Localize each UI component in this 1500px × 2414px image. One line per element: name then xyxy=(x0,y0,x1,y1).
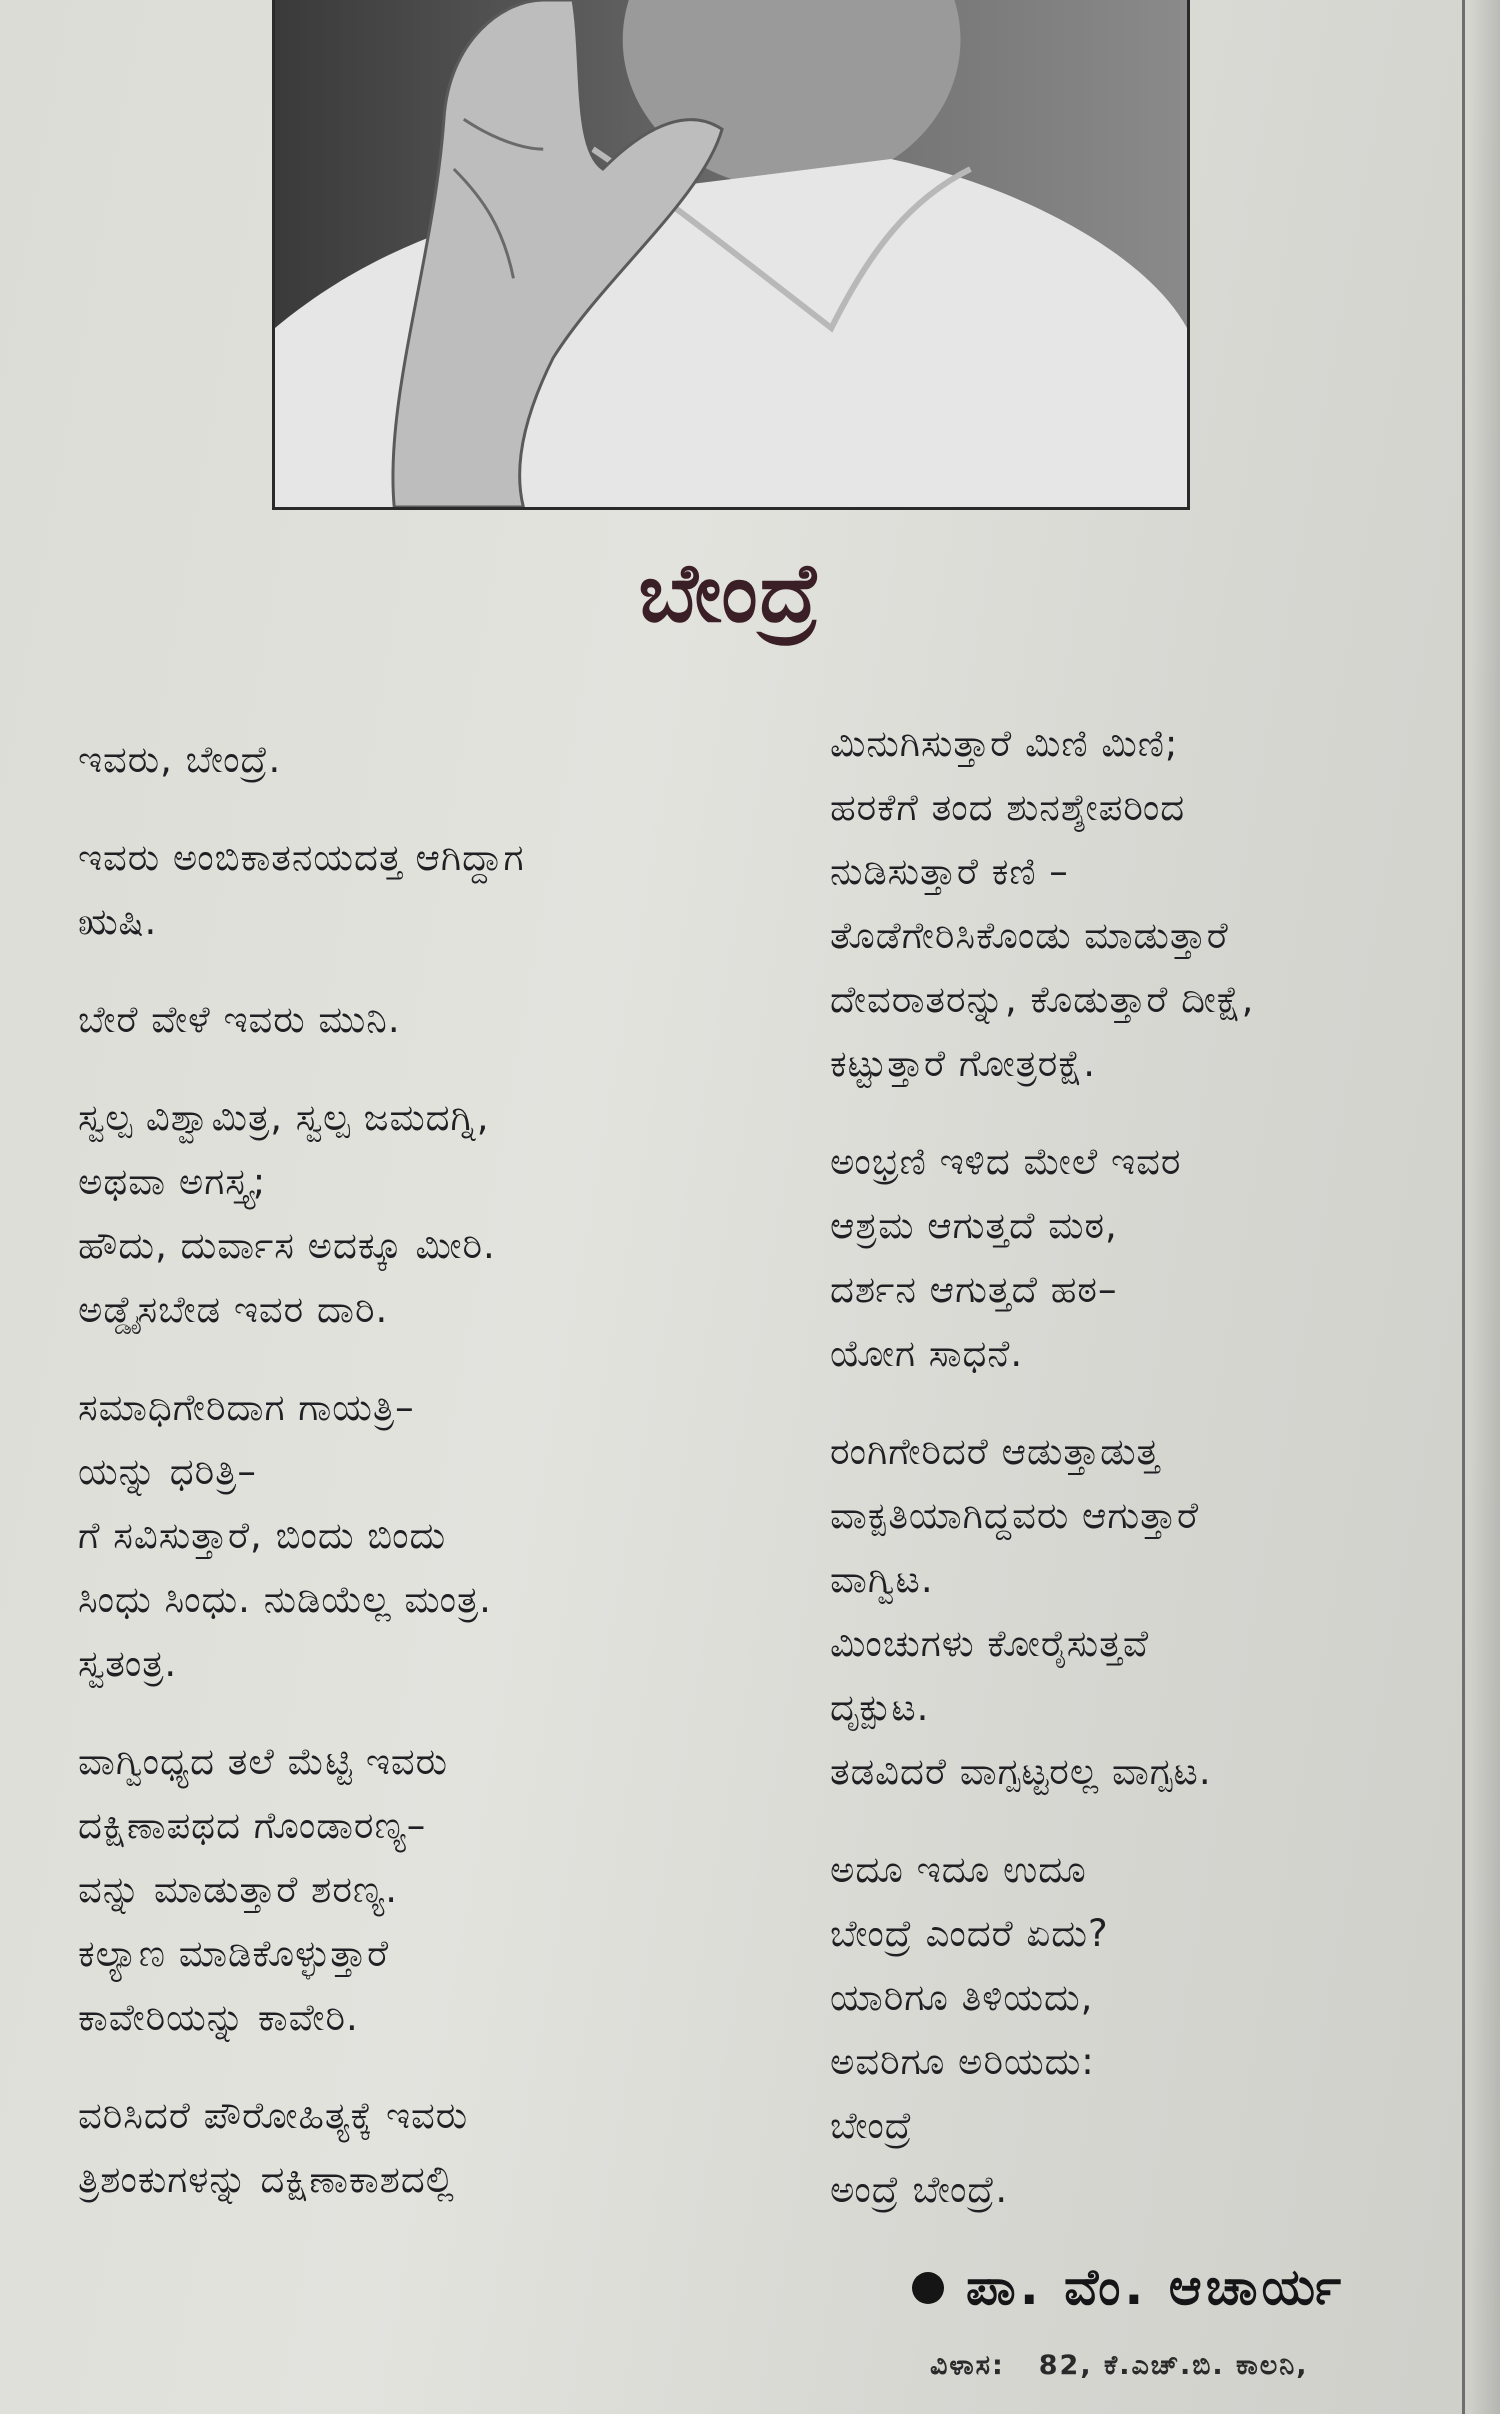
poem-line: ಸಿಂಧು ಸಿಂಧು. ನುಡಿಯೆಲ್ಲ ಮಂತ್ರ. xyxy=(78,1578,492,1621)
stanza xyxy=(78,1730,778,2050)
poem-line: ಇವರು, ಬೇಂದ್ರೆ. xyxy=(78,738,282,781)
poem-line: ಹರಕೆಗೆ ತಂದ ಶುನಶ್ಶೇಪರಿಂದ xyxy=(830,786,1186,829)
poem-line: ಸಮಾಧಿಗೇರಿದಾಗ ಗಾಯತ್ರಿ– xyxy=(78,1386,415,1429)
poem-line: ದೃಕ್ಪುಟ. xyxy=(830,1686,930,1729)
poem-line: ಮಿಂಚುಗಳು ಕೋರೈಸುತ್ತವೆ xyxy=(830,1622,1150,1665)
poem-line: ಹೌದು, ದುರ್ವಾಸ ಅದಕ್ಕೂ ಮೀರಿ. xyxy=(78,1224,496,1267)
poem-line: ತೊಡೆಗೇರಿಸಿಕೊಂಡು ಮಾಡುತ್ತಾರೆ xyxy=(830,914,1229,957)
address-label: ವಿಳಾಸ: xyxy=(930,2350,1005,2381)
poem-line: ಗೆ ಸವಿಸುತ್ತಾರೆ, ಬಿಂದು ಬಿಂದು xyxy=(78,1514,447,1557)
stanza xyxy=(830,1838,1450,2222)
stanza xyxy=(78,2084,778,2212)
stanza xyxy=(78,826,778,954)
poem-line: ತಡವಿದರೆ ವಾಗ್ಪಟ್ಟರಲ್ಲ ವಾಗ್ಪಟ. xyxy=(830,1750,1212,1793)
poem-line: ಯೋಗ ಸಾಧನೆ. xyxy=(830,1332,1024,1375)
poem-line: ಸ್ವತಂತ್ರ. xyxy=(78,1642,178,1685)
poem-line: ಯಾರಿಗೂ ತಿಳಿಯದು, xyxy=(830,1976,1094,2019)
stanza xyxy=(78,1376,778,1696)
right-column xyxy=(830,712,1450,2256)
poem-line: ಅಡ್ಡೈಸಬೇಡ ಇವರ ದಾರಿ. xyxy=(78,1288,389,1331)
poem-line: ವನ್ನು ಮಾಡುತ್ತಾರೆ ಶರಣ್ಯ. xyxy=(78,1868,399,1911)
poem-line: ಕಲ್ಯಾಣ ಮಾಡಿಕೊಳ್ಳುತ್ತಾರೆ xyxy=(78,1932,390,1975)
stanza xyxy=(78,988,778,1052)
poem-line: ಬೇರೆ ವೇಳೆ ಇವರು ಮುನಿ. xyxy=(78,998,401,1041)
byline xyxy=(912,2258,1345,2317)
poem-line: ಅಂಭ್ರಣಿ ಇಳಿದ ಮೇಲೆ ಇವರ xyxy=(830,1140,1182,1183)
poem-line: ಅದೂ ಇದೂ ಉದೂ xyxy=(830,1848,1087,1891)
page-edge-shadow xyxy=(1470,0,1500,2414)
poem-line: ಮಿನುಗಿಸುತ್ತಾರೆ ಮಿಣಿ ಮಿಣಿ; xyxy=(830,722,1179,765)
poem-line: ಅಥವಾ ಅಗಸ್ತ್ಯ; xyxy=(78,1160,267,1203)
poem-line: ನುಡಿಸುತ್ತಾರೆ ಕಣಿ – xyxy=(830,850,1069,893)
stanza xyxy=(830,1130,1450,1386)
poem-line: ಇವರು ಅಂಬಿಕಾತನಯದತ್ತ ಆಗಿದ್ದಾಗ xyxy=(78,836,525,879)
poem-line: ಕಟ್ಟುತ್ತಾರೆ ಗೋತ್ರರಕ್ಷೆ. xyxy=(830,1042,1096,1085)
poem-line: ವಾಗ್ವಿಟ. xyxy=(830,1558,934,1601)
poem-line: ಅಂದ್ರೆ ಬೇಂದ್ರೆ. xyxy=(830,2168,1009,2211)
left-column xyxy=(78,728,778,2246)
poem-line: ಸ್ವಲ್ಪ ವಿಶ್ವಾಮಿತ್ರ, ಸ್ವಲ್ಪ ಜಮದಗ್ನಿ, xyxy=(78,1096,490,1139)
poem-line: ತ್ರಿಶಂಕುಗಳನ್ನು ದಕ್ಷಿಣಾಕಾಶದಲ್ಲಿ xyxy=(78,2158,455,2201)
poem-line: ರಂಗಿಗೇರಿದರೆ ಆಡುತ್ತಾಡುತ್ತ xyxy=(830,1430,1161,1473)
poem-line: ಯನ್ನು ಧರಿತ್ರಿ– xyxy=(78,1450,257,1493)
portrait-photo xyxy=(272,0,1190,510)
poem-line: ವಾಗ್ವಿಂಧ್ಯದ ತಲೆ ಮೆಟ್ಟಿ ಇವರು xyxy=(78,1740,448,1783)
poem-title: ಬೇಂದ್ರೆ xyxy=(638,545,822,641)
stanza xyxy=(830,1420,1450,1804)
poem-line: ಆಶ್ರಮ ಆಗುತ್ತದೆ ಮಠ, xyxy=(830,1204,1118,1247)
column-rule xyxy=(1462,0,1465,2414)
address-value: 82, ಕೆ.ಎಚ್.ಬಿ. ಕಾಲನಿ, xyxy=(1038,2350,1309,2381)
stanza xyxy=(78,1086,778,1342)
poem-line: ಋಷಿ. xyxy=(78,900,158,943)
poem-line: ಅವರಿಗೂ ಅರಿಯದು: xyxy=(830,2040,1095,2083)
poem-line: ಕಾವೇರಿಯನ್ನು ಕಾವೇರಿ. xyxy=(78,1996,359,2039)
poem-line: ವಾಕ್ಪತಿಯಾಗಿದ್ದವರು ಆಗುತ್ತಾರೆ xyxy=(830,1494,1200,1537)
author-address xyxy=(930,2350,1309,2382)
author-name: ಪಾ. ವೆಂ. ಆಚಾರ್ಯ xyxy=(966,2258,1346,2316)
bullet-icon xyxy=(912,2272,944,2304)
stanza xyxy=(830,712,1450,1096)
poem-line: ದರ್ಶನ ಆಗುತ್ತದೆ ಹಠ– xyxy=(830,1268,1118,1311)
poem-line: ಬೇಂದ್ರೆ ಎಂದರೆ ಏದು? xyxy=(830,1912,1109,1955)
poem-line: ದಕ್ಷಿಣಾಪಥದ ಗೊಂಡಾರಣ್ಯ– xyxy=(78,1804,427,1847)
poem-line: ವರಿಸಿದರೆ ಪೌರೋಹಿತ್ಯಕ್ಕೆ ಇವರು xyxy=(78,2094,469,2137)
poem-line: ಬೇಂದ್ರೆ xyxy=(830,2104,913,2147)
poem-line: ದೇವರಾತರನ್ನು, ಕೊಡುತ್ತಾರೆ ದೀಕ್ಷೆ, xyxy=(830,978,1255,1021)
stanza xyxy=(78,728,778,792)
portrait-photo-graphic xyxy=(275,0,1187,507)
